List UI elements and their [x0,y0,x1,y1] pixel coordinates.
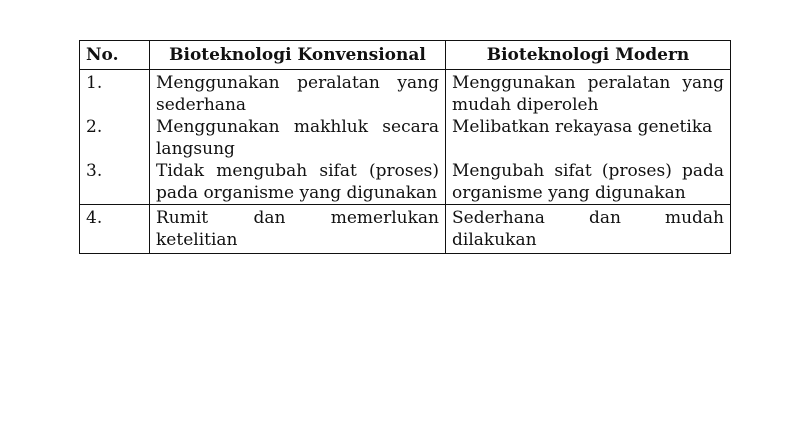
modern-cell: Melibatkan rekayasa genetika [446,116,731,160]
table-row [80,205,731,254]
table-row [80,160,731,205]
modern-cell: Mengubah sifat (proses) pada organisme yang digunakan [446,160,731,205]
header-modern: Bioteknologi Modern [446,41,731,70]
conventional-cell: Tidak mengubah sifat (proses) pada organisme yang digunakan [150,160,446,205]
table-header-row [80,41,731,70]
modern-cell: Menggunakan peralatan yang mudah diperoleh [446,70,731,117]
table-row [80,70,731,117]
modern-cell: Sederhana dan mudah dilakukan [446,205,731,254]
header-conventional: Bioteknologi Konvensional [150,41,446,70]
conventional-cell: Rumit dan memerlukan ketelitian [150,205,446,254]
table-row [80,116,731,160]
conventional-cell: Menggunakan peralatan yang sederhana [150,70,446,117]
comparison-table [79,40,731,254]
row-number: 1. [80,70,150,117]
conventional-cell: Menggunakan makhluk secara langsung [150,116,446,160]
row-number: 4. [80,205,150,254]
header-no: No. [80,41,150,70]
row-number: 3. [80,160,150,205]
row-number: 2. [80,116,150,160]
